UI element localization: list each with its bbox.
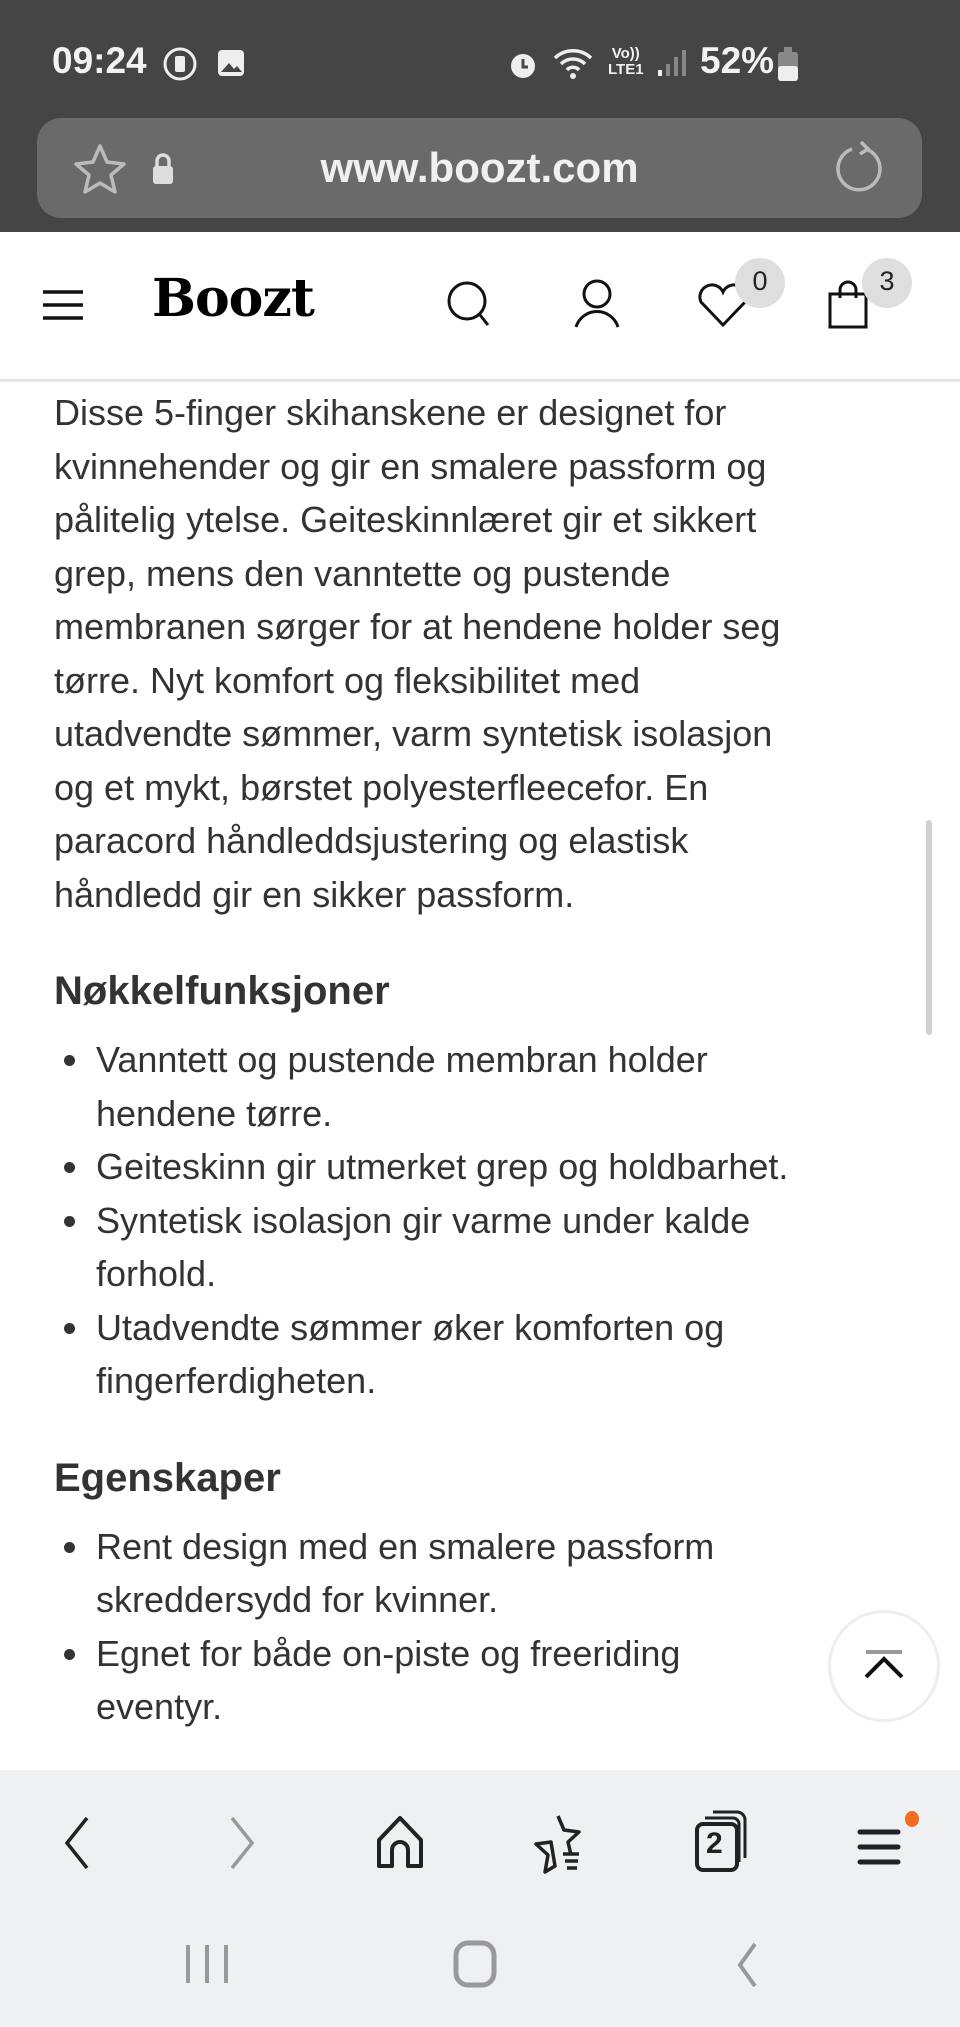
text-line: og et mykt, børstet polyesterfleecefor. En <box>54 766 709 808</box>
home-icon[interactable] <box>365 1808 435 1878</box>
battery-percent: 52% <box>700 40 775 81</box>
signal-icon <box>656 48 686 78</box>
key-features-list <box>54 1033 934 1408</box>
recent-apps-icon[interactable] <box>172 1930 242 2000</box>
text-line: Syntetisk isolasjon gir varme under kalde <box>96 1199 751 1241</box>
wishlist-count-badge: 0 <box>735 258 785 308</box>
tab-count: 2 <box>706 1827 723 1860</box>
home-nav-icon[interactable] <box>440 1930 510 2000</box>
browser-menu-button[interactable] <box>845 1808 915 1878</box>
wifi-icon <box>552 46 594 82</box>
site-header <box>0 232 960 382</box>
list-item <box>54 1033 934 1140</box>
section-heading-key-features: Nøkkelfunksjoner <box>54 969 390 1013</box>
forward-icon[interactable] <box>207 1808 277 1878</box>
text-line: kvinnehender og gir en smalere passform og <box>54 445 767 487</box>
text-line: paracord håndleddsjustering og elastisk <box>54 820 689 861</box>
text-line: grep, mens den vanntette og pustende <box>54 552 671 594</box>
menu-icon[interactable] <box>35 272 95 332</box>
text-line: Geiteskinn gir utmerket grep og holdbarhet. <box>96 1146 789 1187</box>
scroll-to-top-button[interactable] <box>828 1610 940 1722</box>
description-paragraph <box>54 386 934 921</box>
section-heading-properties: Egenskaper <box>54 1455 281 1500</box>
reload-icon[interactable] <box>831 140 887 196</box>
list-item <box>54 1627 934 1734</box>
text-line: hendene tørre. <box>96 1092 333 1134</box>
page-scrollbar[interactable] <box>926 820 932 1035</box>
clock: 09:24 <box>52 40 147 81</box>
text-line: pålitelig ytelse. Geiteskinnlæret gir et sikkert <box>54 499 757 540</box>
text-line: forhold. <box>96 1253 217 1294</box>
list-item <box>54 1301 934 1408</box>
back-nav-icon[interactable] <box>710 1930 780 2000</box>
list-item <box>54 1140 934 1194</box>
text-line: håndledd gir en sikker passform. <box>54 873 575 915</box>
text-line: Egnet for både on-piste og freeriding <box>96 1632 681 1674</box>
text-line: tørre. Nyt komfort og fleksibilitet med <box>54 659 641 701</box>
tabs-button[interactable] <box>685 1808 755 1878</box>
account-icon[interactable] <box>567 272 627 332</box>
screen-record-icon <box>162 46 198 82</box>
text-line: Utadvendte sømmer øker komforten og <box>96 1306 725 1348</box>
gallery-icon <box>216 48 246 78</box>
text-line: membranen sørger for at hendene holder seg <box>54 606 781 647</box>
arrow-up-icon <box>828 1610 940 1722</box>
text-line: utadvendte sømmer, varm syntetisk isolasjon <box>54 713 773 754</box>
search-icon[interactable] <box>440 272 500 332</box>
cart-count-badge: 3 <box>862 258 912 308</box>
back-icon[interactable] <box>42 1808 112 1878</box>
properties-list <box>54 1520 934 1734</box>
bookmarks-icon[interactable] <box>525 1808 595 1878</box>
battery-icon <box>776 46 800 82</box>
text-line: Disse 5-finger skihanskene er designet for <box>54 392 727 433</box>
text-line: Vanntett og pustende membran holder <box>96 1039 708 1080</box>
browser-toolbar <box>0 1770 960 2027</box>
alarm-icon <box>506 48 540 82</box>
status-bar <box>0 0 960 232</box>
text-line: eventyr. <box>96 1686 223 1727</box>
text-line: fingerferdigheten. <box>96 1360 377 1401</box>
text-line: skreddersydd for kvinner. <box>96 1579 499 1620</box>
url-text[interactable]: www.boozt.com <box>320 144 639 191</box>
list-item <box>54 1194 934 1301</box>
address-bar[interactable] <box>37 118 922 218</box>
list-item <box>54 1520 934 1627</box>
notification-dot <box>905 1811 919 1827</box>
boozt-logo[interactable]: Boozt <box>152 268 314 329</box>
product-description <box>54 386 934 1734</box>
network-type: LTE1 <box>608 61 644 78</box>
text-line: Rent design med en smalere passform <box>96 1525 715 1567</box>
volte-indicator: Vo)) LTE1 <box>608 45 644 78</box>
